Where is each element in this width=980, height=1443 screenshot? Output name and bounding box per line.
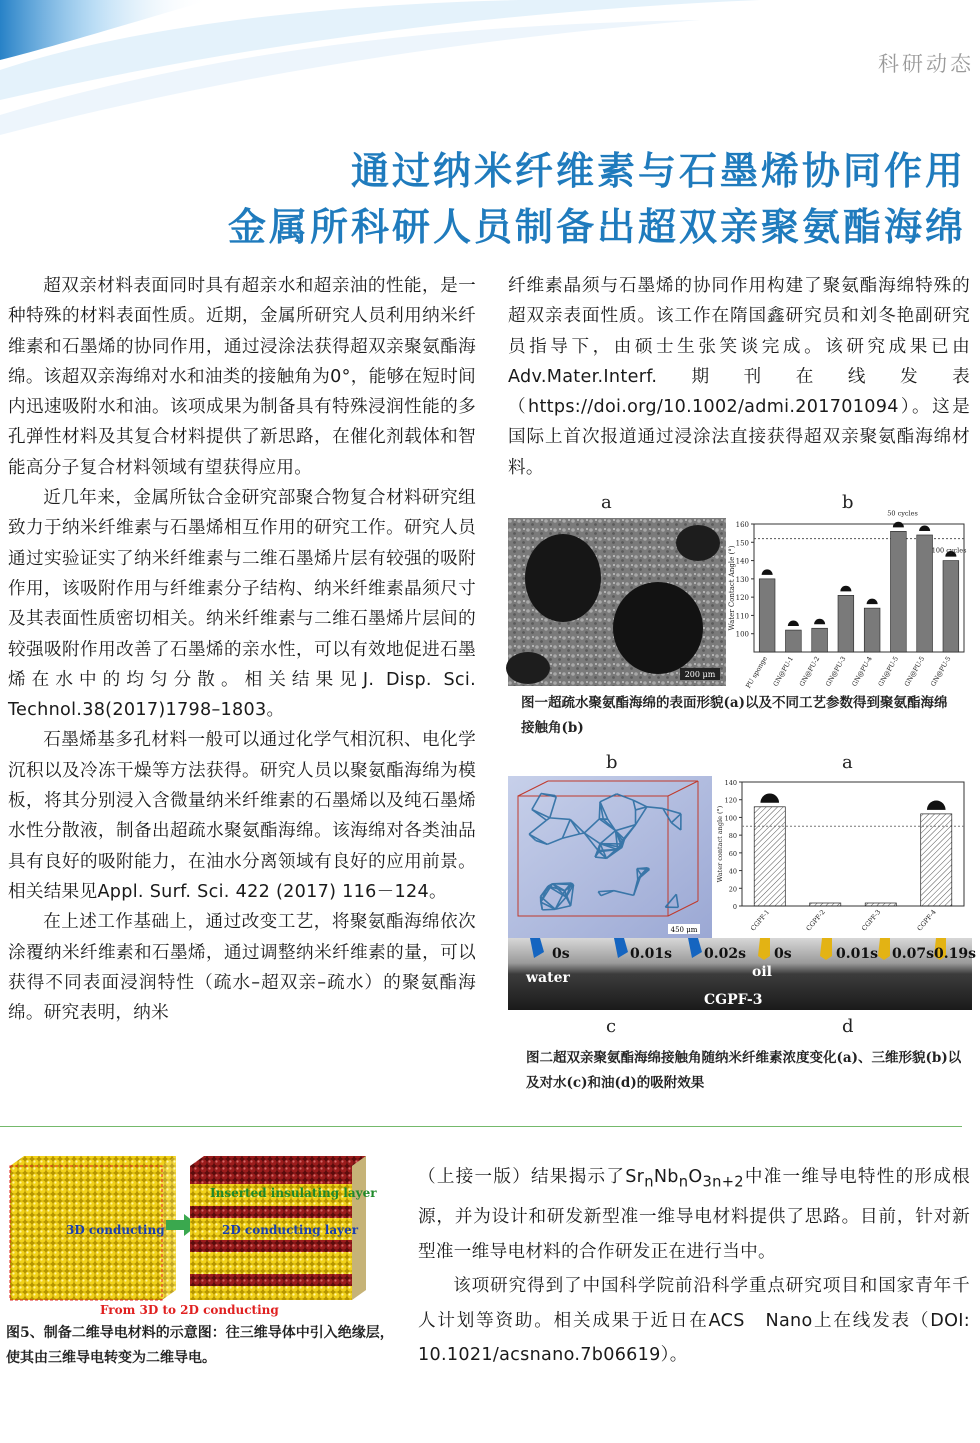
bar — [917, 535, 933, 652]
y-tick-label: 120 — [724, 796, 737, 805]
subscript: n — [678, 1173, 689, 1191]
figure1-label-a: a — [601, 492, 612, 513]
mesh-strut — [542, 909, 555, 910]
figure2-caption: 图二超双亲聚氨酯海绵接触角随纳米纤维素浓度变化(a)、三维形貌(b)以及对水(c)和油(d)的吸附效果 — [526, 1050, 962, 1091]
bar — [812, 628, 828, 652]
oil-time-3: 0.19s — [934, 946, 976, 962]
water-time-2: 0.02s — [704, 946, 746, 962]
y-tick-label: 120 — [735, 594, 749, 603]
figure5-label-2d: 2D conducting layer — [222, 1223, 359, 1237]
figure2-bar-chart — [712, 776, 972, 938]
oil-label: oil — [752, 964, 772, 980]
figure1-bar-chart — [726, 509, 971, 690]
y-tick-label: 0 — [732, 903, 737, 911]
bar — [810, 903, 841, 906]
figure2-3d-morphology — [508, 776, 712, 938]
mesh-strut — [598, 849, 618, 850]
droplet-icon — [867, 599, 878, 605]
oil-time-2: 0.07s — [892, 946, 934, 962]
annotation: 100 cycles — [931, 546, 967, 555]
category-label: GN@PU-5 — [902, 655, 927, 688]
category-label: CGPF-4 — [915, 908, 938, 933]
category-label: GN@PU-4 — [850, 655, 874, 688]
text-fragment: （上接一版）结果揭示了Sr — [418, 1167, 645, 1187]
bar — [838, 595, 854, 652]
section-divider — [0, 1126, 962, 1127]
paragraph: 纤维素晶须与石墨烯的协同作用构建了聚氨酯海绵特殊的超双亲表面性质。该工作在隋国鑫研究员和刘冬艳副研究员指导下，由硕士生张笑谈完成。该研究成果已由Adv.Mater.Interf.期刊在线发表（https://doi.org/10.1002/admi.201701094）。这是国际上首次报道通过浸涂法直接获得超双亲聚氨酯海绵材料。 — [508, 276, 970, 478]
paragraph: 在上述工作基础上，通过改变工艺，将聚氨酯海绵依次涂覆纳米纤维素和石墨烯，通过调整纳米纤维素的量，可以获得不同表面浸润特性（疏水–超双亲–疏水）的聚氨酯海绵。研究表明，纳米 — [8, 912, 476, 1024]
water-label: water — [526, 970, 570, 986]
article-right-column — [508, 271, 970, 483]
category-label: GN@PU-2 — [797, 655, 822, 688]
bar — [891, 531, 907, 652]
y-tick-label: 100 — [724, 814, 737, 823]
y-axis-label: Water contact angle (°) — [716, 805, 724, 883]
figure2-label-a: a — [842, 752, 853, 773]
subscript: n — [644, 1173, 654, 1191]
figure1-sem-scale: 200 μm — [684, 670, 716, 679]
paragraph: 近几年来，金属所钛合金研究部聚合物复合材料研究组致力于纳米纤维素与石墨烯相互作用的研究工作。研究人员通过实验证实了纳米纤维素与二维石墨烯片层有较强的吸附作用，该吸附作用与纤维素分子结构、纳米纤维素晶须尺寸及其表面性质密切相关。纳米纤维素与二维石墨烯片层间的较强吸附作用改善了石墨烯的亲水性，可以有效地促进石墨烯在水中的均匀分散。相关结果见J. Disp. Sci. Technol.38(2017)1798–1803。 — [8, 488, 476, 721]
category-label: GN@PU-1 — [771, 655, 796, 688]
droplet-icon — [840, 586, 851, 592]
paragraph: 石墨烯基多孔材料一般可以通过化学气相沉积、电化学沉积以及冷冻干燥等方法获得。研究人员以聚氨酯海绵为模板，将其分别浸入含微量纳米纤维素的石墨烯以及纯石墨烯水性分散液，制备出超疏水聚氨酯海绵。该海绵对各类油品具有良好的吸附能力，在油水分离领域有良好的应用前景。相关结果见Appl. Surf. Sci. 422 (2017) 116－124。 — [8, 730, 476, 902]
section-label: 科研动态 — [878, 52, 974, 76]
droplet-icon — [893, 522, 904, 528]
mesh-strut — [580, 833, 584, 834]
subscript: 3n+2 — [702, 1173, 744, 1191]
y-tick-label: 130 — [735, 575, 749, 584]
bar — [943, 561, 959, 652]
category-label: GN@PU-3 — [824, 655, 848, 688]
category-label: PU sponge — [744, 655, 769, 690]
figure5-label-insulating: Inserted insulating layer — [210, 1186, 377, 1200]
bar — [754, 807, 785, 906]
paragraph — [418, 1160, 970, 1269]
figure5-caption: 图5、制备二维导电材料的示意图：往三维导体中引入绝缘层，使其由三维导电转变为二维导电。 — [6, 1325, 394, 1366]
figure1-label-b: b — [842, 492, 854, 513]
bar — [921, 814, 952, 906]
bar — [864, 608, 880, 652]
droplet-icon — [814, 619, 825, 625]
y-tick-label: 110 — [735, 612, 749, 621]
water-time-0: 0s — [552, 946, 570, 962]
sample-label: CGPF-3 — [704, 992, 763, 1008]
figure5-schematic — [4, 1152, 377, 1317]
figure2-label-b: b — [606, 752, 618, 773]
article-left-column — [8, 271, 476, 1028]
paragraph: 该项研究得到了中国科学院前沿科学重点研究项目和国家青年千人计划等资助。相关成果于近日在ACS Nano上在线发表（DOI: 10.1021/acsnano.7b06619）。 — [418, 1276, 970, 1366]
y-tick-label: 140 — [735, 557, 749, 566]
article-title-line-1: 通过纳米纤维素与石墨烯协同作用 — [350, 149, 966, 193]
y-tick-label: 150 — [735, 539, 749, 548]
figure1-caption: 图一超疏水聚氨酯海绵的表面形貌(a)以及不同工艺参数得到聚氨酯海绵接触角(b) — [521, 695, 948, 736]
text-fragment: Nb — [653, 1167, 679, 1187]
y-tick-label: 60 — [728, 849, 737, 858]
water-time-1: 0.01s — [630, 946, 672, 962]
annotation: 50 cycles — [887, 509, 918, 518]
oil-time-0: 0s — [774, 946, 792, 962]
y-tick-label: 100 — [735, 630, 749, 639]
continued-article — [418, 1160, 970, 1373]
oil-time-1: 0.01s — [836, 946, 878, 962]
droplet-icon — [919, 525, 930, 531]
article-title-line-2: 金属所科研人员制备出超双亲聚氨酯海绵 — [227, 205, 966, 249]
y-tick-label: 80 — [728, 832, 737, 841]
category-label: CGPF-2 — [804, 908, 827, 933]
mesh-strut — [553, 883, 572, 884]
text-fragment: 中准一维导电特性的形成根源，并为设计和研发新型准一维导电材料提供了思路。目前，针对新型准一维导电材料的合作研发正在进行当中。 — [418, 1167, 970, 1262]
figure5-label-3d: 3D conducting — [66, 1223, 165, 1237]
figure1-sem-image — [508, 518, 726, 686]
header-swoosh-decoration — [0, 0, 980, 150]
figure2-label-c: c — [606, 1016, 617, 1037]
figure5-label-bottom: From 3D to 2D conducting — [100, 1303, 279, 1317]
bar — [759, 579, 775, 652]
category-label: GN@PU-5 — [876, 655, 901, 688]
y-axis-label: Water Contact Angle (°) — [728, 545, 736, 631]
figure2-label-d: d — [842, 1016, 854, 1037]
bar — [786, 630, 802, 652]
figure2-scale: 450 μm — [670, 926, 698, 934]
droplet-icon — [762, 569, 773, 575]
y-tick-label: 20 — [728, 885, 737, 894]
figure2-absorption-photos — [508, 938, 976, 1010]
category-label: CGPF-3 — [860, 908, 883, 933]
y-tick-label: 160 — [735, 521, 749, 529]
bar — [865, 903, 896, 906]
paragraph: 超双亲材料表面同时具有超亲水和超亲油的性能，是一种特殊的材料表面性质。近期，金属所研究人员利用纳米纤维素和石墨烯的协同作用，通过浸涂法获得超双亲聚氨酯海绵。该超双亲海绵对水和油类的接触角为0°，能够在短时间内迅速吸附水和油。该项成果为制备具有特殊浸润性能的多孔弹性材料及其复合材料提供了新思路，在催化剂载体和智能高分子复合材料领域有望获得应用。 — [8, 276, 476, 478]
y-tick-label: 40 — [728, 867, 737, 876]
category-label: GN@PU-5 — [929, 655, 953, 688]
category-label: CGPF-1 — [749, 908, 772, 933]
text-fragment: O — [688, 1167, 703, 1187]
y-tick-label: 140 — [724, 779, 737, 787]
droplet-icon — [788, 621, 799, 627]
